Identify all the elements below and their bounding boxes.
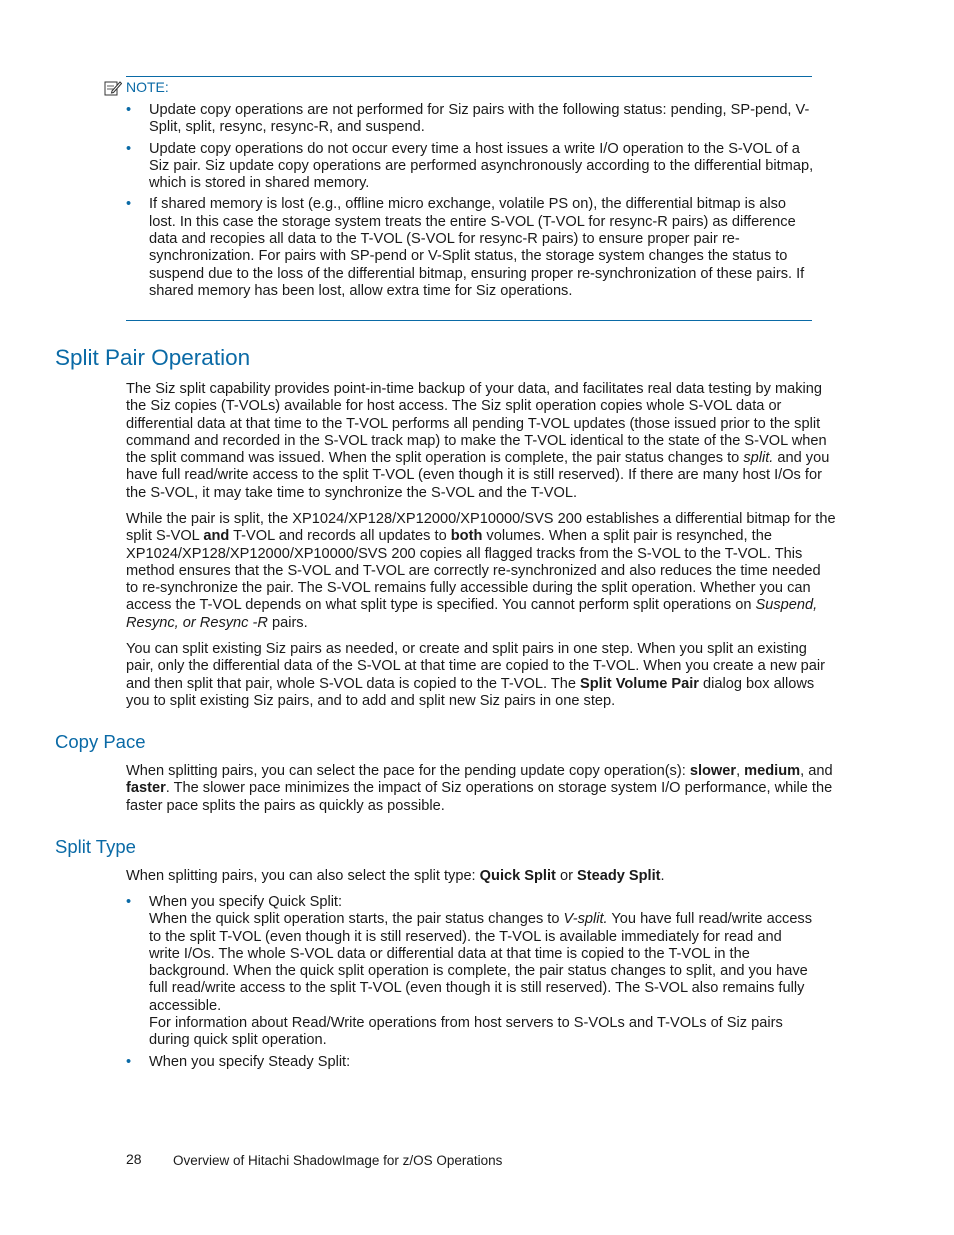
subheading-copy-pace: Copy Pace bbox=[55, 731, 146, 752]
paragraph-copy-pace: When splitting pairs, you can select the pace for the pending update copy operation(s): slower, medium, and faster. The slower pace minimizes the impact of Siz operations on storage system I/O performance, while the faster pace splits the pairs as quickly as possible. bbox=[126, 763, 833, 814]
bullet-icon: • bbox=[126, 894, 132, 910]
split-type-list bbox=[126, 894, 816, 1075]
paragraph-differential-bitmap: While the pair is split, the XP1024/XP128/XP12000/XP10000/SVS 200 establishes a differential bitmap for the split S-VOL and T-VOL and records all updates to both volumes. When a split pair is resynched, the XP1024/XP128/XP12000/XP10000/SVS 200 copies all flagged tracks from the S-VOL to the T-VOL. This method ensures that the S-VOL and T-VOL are correctly re-synchronized and also reduces the time needed to re-synchronize the pair. The S-VOL remains fully accessible during the split operation. Whether you can access the T-VOL depends on what split type is specified. You cannot perform split operations on Suspend, Resync, or Resync -R pairs. bbox=[126, 511, 836, 631]
note-label: NOTE: bbox=[126, 79, 169, 95]
paragraph-split-capability: The Siz split capability provides point-in-time backup of your data, and facilitates real data testing by making the Siz copies (T-VOLs) available for host access. The Siz split operation copies whole S-VOL data or differential data at that time to the T-VOL performs all pending T-VOL updates (those issued prior to the split command and recorded in the S-VOL track map) to make the T-VOL identical to the state of the S-VOL when the split command was issued. When the split operation is complete, the pair status changes to split. and you have full read/write access to the split T-VOL (even though it is still reserved). If there are many host I/Os for the S-VOL, it may take time to synchronize the S-VOL and the T-VOL. bbox=[126, 381, 830, 501]
paragraph-split-type-intro: When splitting pairs, you can also select the split type: Quick Split or Steady Split. bbox=[126, 868, 665, 884]
bullet-icon: • bbox=[126, 102, 132, 118]
list-item-steady-split: • When you specify Steady Split: bbox=[126, 1053, 351, 1070]
note-pencil-icon bbox=[104, 80, 122, 96]
footer-title: Overview of Hitachi ShadowImage for z/OS Operations bbox=[173, 1153, 503, 1168]
note-item: • Update copy operations do not occur every time a host issues a write I/O operation to the S-VOL of a Siz pair. Siz update copy operations are performed asynchronously according to the differential bitmap, which is stored in shared memory. bbox=[126, 140, 814, 192]
note-top-rule bbox=[126, 76, 812, 77]
note-list bbox=[126, 102, 816, 304]
subheading-split-type: Split Type bbox=[55, 836, 136, 857]
paragraph-split-existing-pairs: You can split existing Siz pairs as needed, or create and split pairs in one step. When you split an existing pair, only the differential data of the S-VOL at that time are copied to the T-VOL. When you create a new pair and then split that pair, whole S-VOL data is copied to the T-VOL. The Split Volume Pair dialog box allows you to split existing Siz pairs, and to add and split new Siz pairs in one step. bbox=[126, 641, 826, 709]
page-number: 28 bbox=[126, 1151, 142, 1167]
note-item: • If shared memory is lost (e.g., offline micro exchange, volatile PS on), the differential bitmap is also lost. In this case the storage system treats the entire S-VOL (T-VOL for resync-R pairs) as difference data and recopies all data to the T-VOL (S-VOL for resync-R pairs) to ensure proper pair re-synchronization. For pairs with SP-pend or V-Split status, the storage system changes the status to suspend due to the loss of the differential bitmap, ensuring proper re-synchronization of these pairs. If shared memory has been lost, allow extra time for Siz operations. bbox=[126, 196, 805, 299]
section-heading-split-pair-operation: Split Pair Operation bbox=[55, 345, 251, 370]
note-bottom-rule bbox=[126, 320, 812, 321]
bullet-icon: • bbox=[126, 1053, 132, 1070]
note-item: • Update copy operations are not performed for Siz pairs with the following status: pending, SP-pend, V-Split, split, resync, resync-R, and suspend. bbox=[126, 102, 810, 136]
bullet-icon: • bbox=[126, 196, 132, 213]
list-item-quick-split: • When you specify Quick Split: When the quick split operation starts, the pair status changes to V-split. You have full read/write access to the split T-VOL (even though it is still reserved). the T-VOL is available immediately for read and write I/Os. The whole S-VOL data or differential data at that time is copied to the T-VOL in the background. When the quick split operation is complete, the pair status changes to split, and you have full read/write access to the split T-VOL (even though it is still reserved). The S-VOL also remains fully accessible. For information about Read/Write operations from host servers to S-VOLs and T-VOLs of Siz pairs during quick split operation. bbox=[126, 894, 813, 1049]
bullet-icon: • bbox=[126, 140, 132, 157]
note-header bbox=[104, 79, 169, 96]
